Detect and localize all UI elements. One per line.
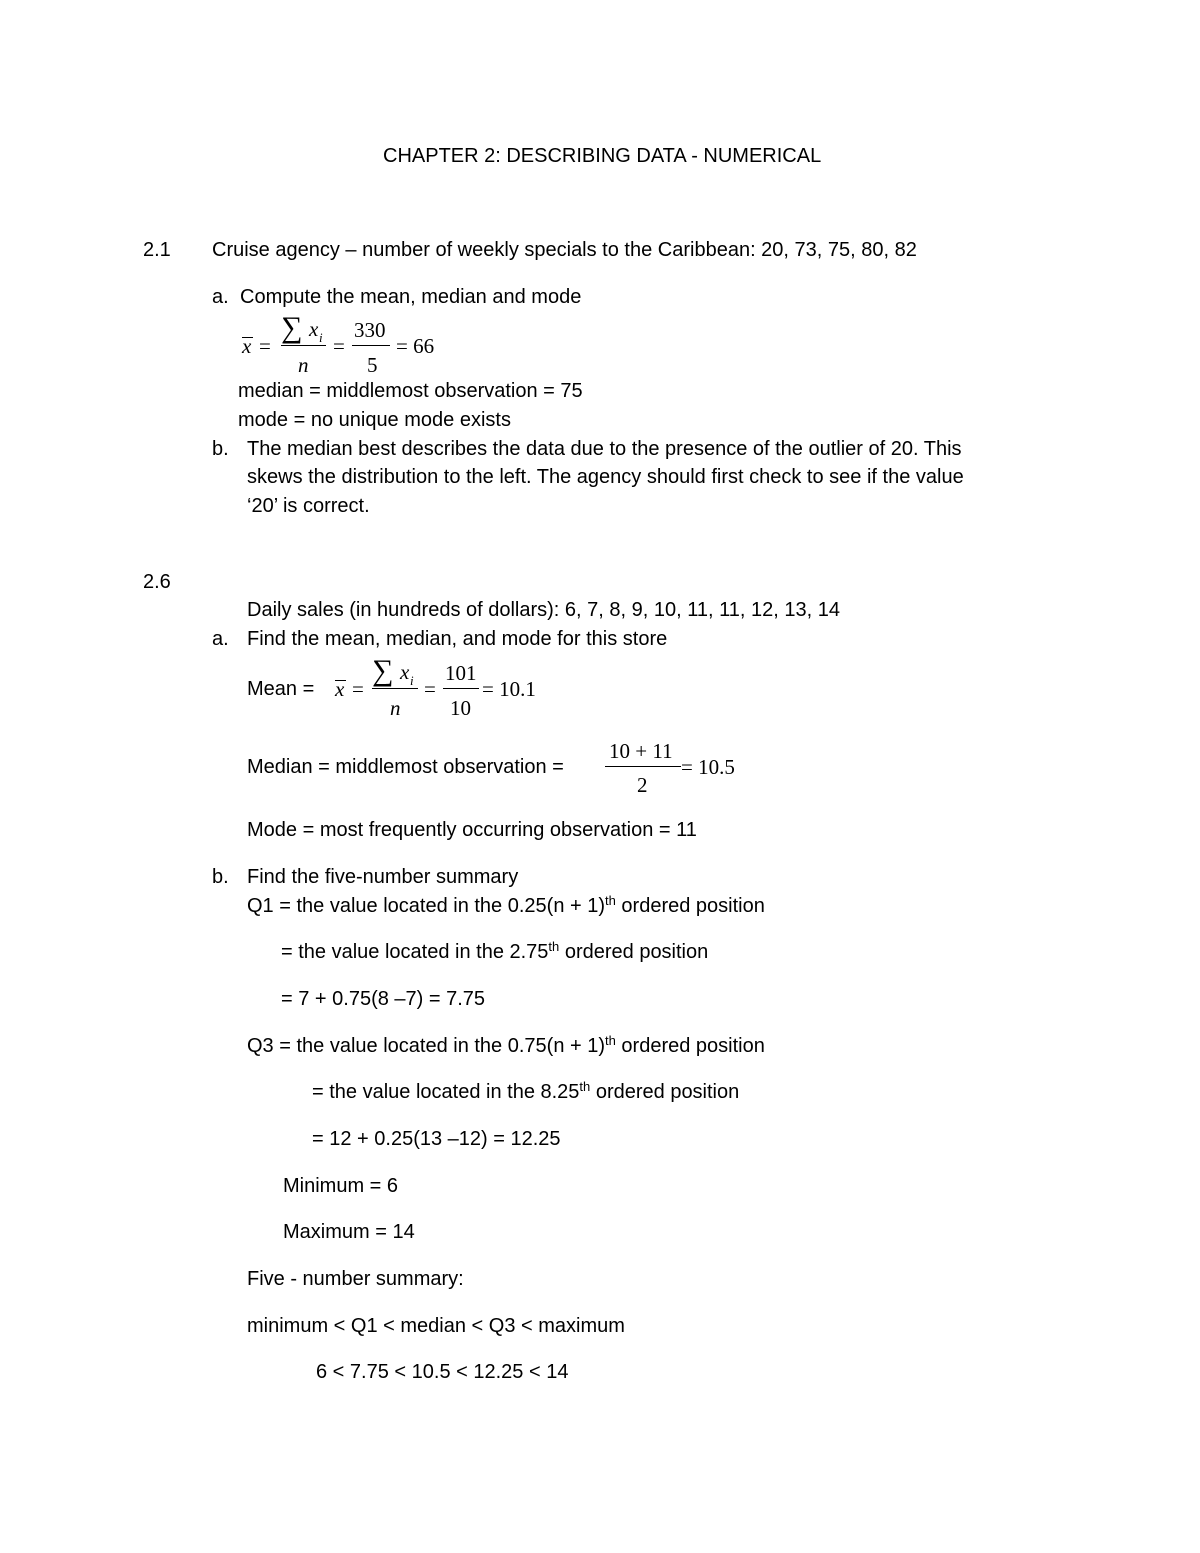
five-number-label: Five - number summary: — [247, 1268, 464, 1290]
numerator-value: 330 — [354, 318, 386, 342]
q1-definition: Q1 = the value located in the $0.25(n + 1)^{th}$ ordered position — [247, 893, 765, 917]
equals-sign: = — [352, 677, 364, 701]
x-bar-symbol: x — [242, 334, 252, 358]
x-i-symbol: x — [400, 660, 410, 684]
median-line: median = middlemost observation = 75 — [238, 380, 583, 402]
subscript-i: i — [319, 330, 323, 345]
list-marker: b. — [212, 866, 229, 888]
problem-statement: Cruise agency – number of weekly specials to the Caribbean: 20, 73, 75, 80, 82 — [212, 239, 917, 261]
median-denominator: 2 — [637, 773, 648, 797]
list-marker: a. — [212, 628, 229, 650]
list-marker: a. — [212, 286, 229, 308]
part-a-question: Find the mean, median, and mode for this store — [247, 628, 668, 650]
numerator-value: 101 — [445, 661, 477, 685]
median-label: Median = middlemost observation = — [247, 756, 564, 778]
mean-result: = 66 — [396, 334, 435, 358]
q3-calculation: = 12 + 0.25(13 –12) = 12.25 — [312, 1128, 561, 1150]
part-b-answer-line: ‘20’ is correct. — [247, 495, 370, 517]
median-result: = 10.5 — [681, 755, 735, 779]
mean-result: = 10.1 — [482, 677, 536, 701]
median-numerator: 10 + 11 — [609, 739, 673, 763]
equals-sign: = — [259, 334, 271, 358]
part-b-answer-line: skews the distribution to the left. The agency should first check to see if the value — [247, 466, 964, 488]
mode-line: mode = no unique mode exists — [238, 409, 511, 431]
problem-number: 2.1 — [143, 239, 171, 261]
part-b-answer-line: The median best describes the data due to the presence of the outlier of 20. This — [247, 438, 962, 460]
sigma-symbol: ∑ — [372, 654, 394, 687]
x-i-symbol: x — [309, 317, 319, 341]
list-marker: b. — [212, 438, 229, 460]
part-a-question: Compute the mean, median and mode — [240, 286, 582, 308]
denominator-value: 5 — [367, 353, 378, 377]
q1-position: = the value located in the 2.75th ordered position — [281, 939, 709, 963]
problem-statement: Daily sales (in hundreds of dollars): 6, 7, 8, 9, 10, 11, 11, 12, 13, 14 — [247, 599, 840, 621]
sigma-symbol: ∑ — [281, 311, 303, 344]
denominator-n: n — [298, 353, 309, 377]
part-b-question: Find the five-number summary — [247, 866, 519, 888]
q1-calculation: = 7 + 0.75(8 –7) = 7.75 — [281, 988, 486, 1010]
problem-number: 2.6 — [143, 571, 171, 593]
five-number-order: minimum < Q1 < median < Q3 < maximum — [247, 1315, 625, 1337]
subscript-i: i — [410, 673, 414, 688]
q3-position: = the value located in the 8.25th ordered position — [312, 1079, 740, 1103]
denominator-value: 10 — [450, 696, 471, 720]
maximum-line: Maximum = 14 — [283, 1221, 415, 1243]
q3-definition: Q3 = the value located in the $0.75(n + 1)^{th}$ ordered position — [247, 1033, 765, 1057]
minimum-line: Minimum = 6 — [283, 1175, 399, 1197]
equals-sign: = — [333, 334, 345, 358]
five-number-values: 6 < 7.75 < 10.5 < 12.25 < 14 — [316, 1361, 569, 1383]
mean-label: Mean = — [247, 678, 315, 700]
x-bar-symbol: x — [335, 677, 345, 701]
mode-line: Mode = most frequently occurring observation = 11 — [247, 819, 697, 841]
page-title: CHAPTER 2: DESCRIBING DATA - NUMERICAL — [383, 145, 822, 167]
denominator-n: n — [390, 696, 401, 720]
equals-sign: = — [424, 677, 436, 701]
